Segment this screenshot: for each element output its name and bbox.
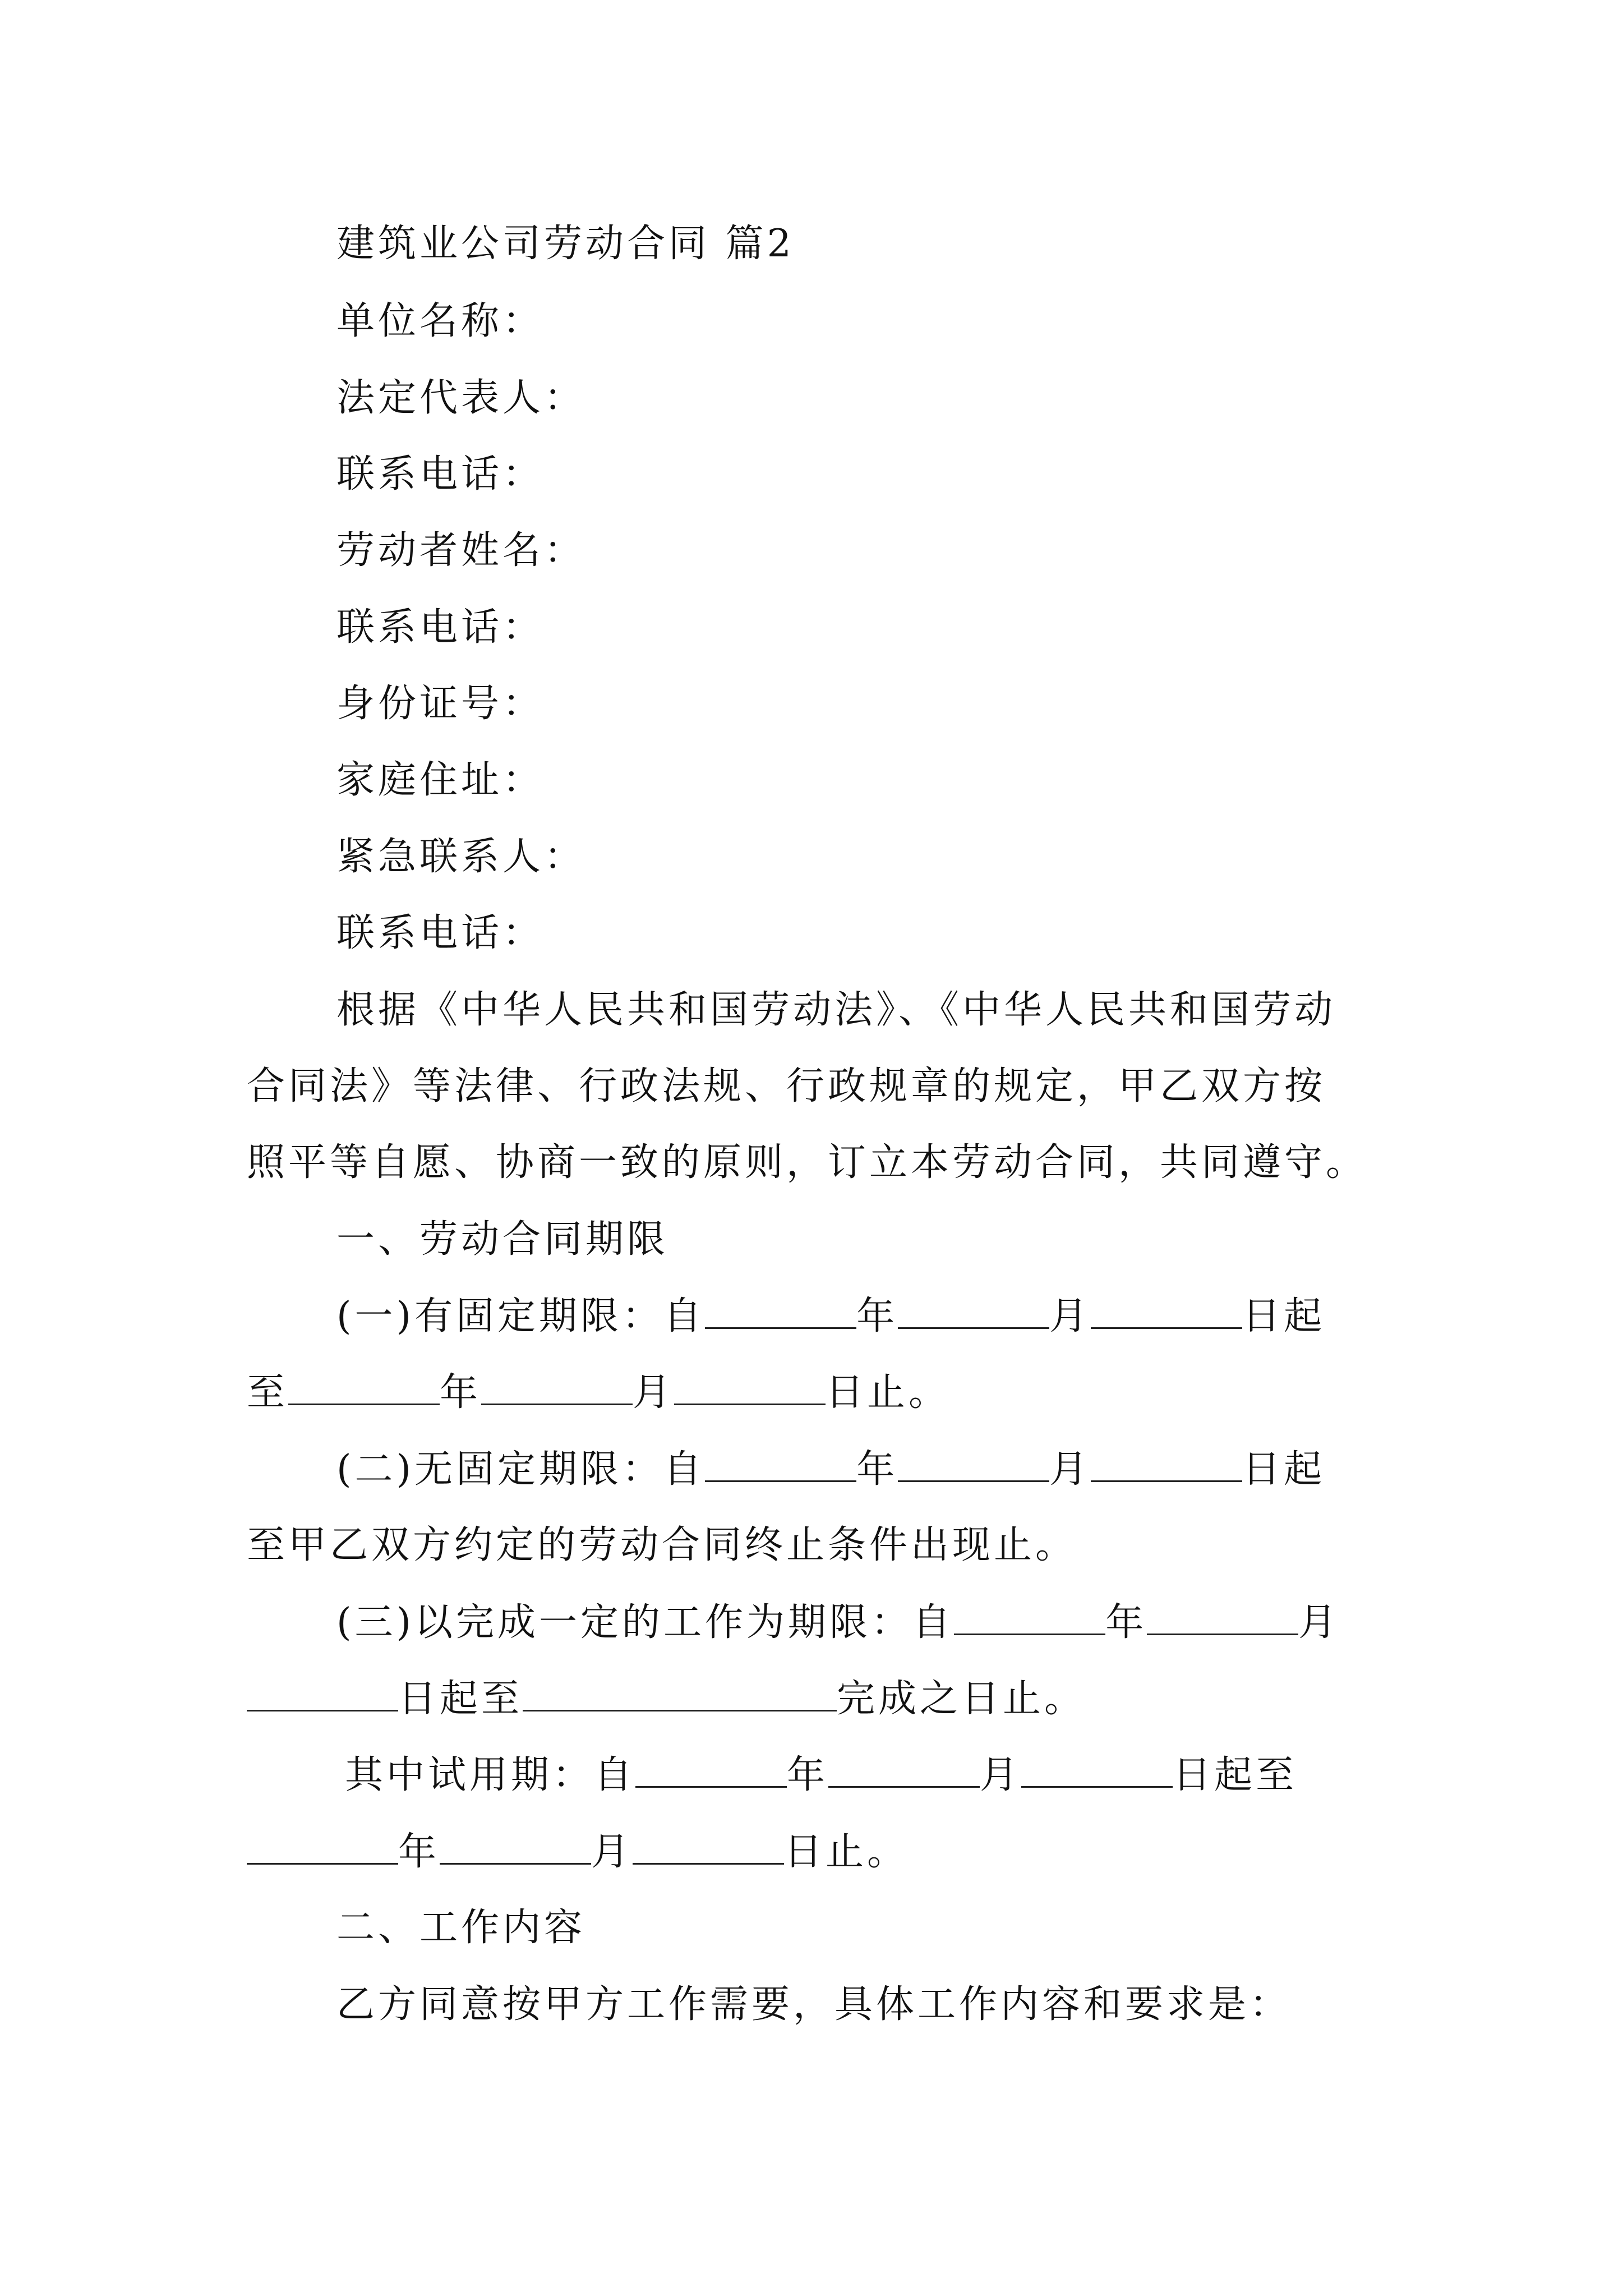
field-emergency-phone: 联系电话： <box>336 911 545 955</box>
fixed-term-start-month-blank <box>898 1294 1049 1329</box>
task-term-completion-label: 完成之日止。 <box>837 1677 1086 1721</box>
field-home-address: 家庭住址： <box>336 758 545 802</box>
probation-end-month-label: 月 <box>591 1830 633 1874</box>
probation-end-year-blank <box>247 1829 398 1865</box>
fixed-term-end-month-blank <box>481 1370 633 1405</box>
task-term-month-label: 月 <box>1298 1600 1340 1645</box>
probation-start-month-blank <box>828 1752 980 1788</box>
probation-year-label: 年 <box>787 1753 829 1797</box>
field-company-phone: 联系电话： <box>336 452 545 496</box>
probation-month-label: 月 <box>980 1753 1022 1797</box>
open-term-month-label: 月 <box>1049 1447 1091 1492</box>
task-term-completion-blank <box>523 1676 837 1711</box>
fixed-term-end-month-label: 月 <box>633 1370 675 1415</box>
open-term-day-from-label: 日起 <box>1242 1447 1326 1492</box>
probation-start-year-blank <box>635 1752 787 1788</box>
field-emergency-contact: 紧急联系人： <box>336 835 586 879</box>
fixed-term-start-year-blank <box>705 1294 856 1329</box>
task-term-label: (三)以完成一定的工作为期限：自 <box>336 1600 955 1645</box>
task-term-line-1 <box>336 1600 1340 1645</box>
fixed-term-day-from-label: 日起 <box>1242 1294 1326 1338</box>
fixed-term-end-year-label: 年 <box>440 1370 482 1415</box>
fixed-term-start-day-blank <box>1091 1294 1242 1329</box>
open-term-day-blank <box>1091 1447 1242 1482</box>
open-term-label: (二)无固定期限：自 <box>336 1447 706 1492</box>
fixed-term-day-end-label: 日止。 <box>826 1370 951 1415</box>
probation-start-day-blank <box>1021 1752 1173 1788</box>
fixed-term-to-label: 至 <box>247 1370 289 1415</box>
field-worker-phone: 联系电话： <box>336 605 545 650</box>
probation-end-month-blank <box>440 1829 591 1865</box>
task-term-day-from-label: 日起至 <box>398 1677 523 1721</box>
preamble-line-2: 合同法》等法律、行政法规、行政规章的规定，甲乙双方按 <box>247 1064 1326 1108</box>
field-legal-representative: 法定代表人： <box>336 376 586 420</box>
fixed-term-line-1 <box>336 1294 1325 1339</box>
fixed-term-end-year-blank <box>288 1370 440 1405</box>
open-term-month-blank <box>898 1447 1049 1482</box>
preamble-line-1: 根据《中华人民共和国劳动法》、《中华人民共和国劳动 <box>336 988 1336 1032</box>
fixed-term-label: (一)有固定期限：自 <box>336 1294 706 1338</box>
fixed-term-month-label: 月 <box>1049 1294 1091 1338</box>
section-1-heading: 一、劳动合同期限 <box>336 1217 669 1262</box>
probation-day-end-label: 日止。 <box>784 1830 909 1874</box>
section-2-text: 乙方同意按甲方工作需要，具体工作内容和要求是： <box>336 1982 1292 2027</box>
section-2-heading: 二、工作内容 <box>336 1906 586 1950</box>
field-company-name: 单位名称： <box>336 299 545 343</box>
open-term-year-label: 年 <box>856 1447 898 1492</box>
probation-line-1 <box>345 1752 1297 1798</box>
probation-end-day-blank <box>633 1829 784 1865</box>
open-term-line-1 <box>336 1447 1325 1492</box>
task-term-day-blank <box>247 1676 398 1711</box>
probation-line-2 <box>247 1829 909 1875</box>
task-term-line-2 <box>247 1676 1086 1722</box>
probation-end-year-label: 年 <box>398 1830 440 1874</box>
field-worker-name: 劳动者姓名： <box>336 528 586 573</box>
probation-day-from-label: 日起至 <box>1173 1753 1298 1797</box>
preamble-line-3: 照平等自愿、协商一致的原则，订立本劳动合同，共同遵守。 <box>247 1140 1368 1185</box>
fixed-term-year-label: 年 <box>856 1294 898 1338</box>
fixed-term-line-2 <box>247 1370 950 1415</box>
field-id-number: 身份证号： <box>336 682 545 726</box>
open-term-line-2: 至甲乙双方约定的劳动合同终止条件出现止。 <box>247 1523 1077 1567</box>
task-term-year-label: 年 <box>1105 1600 1147 1645</box>
probation-label: 其中试用期：自 <box>345 1753 636 1797</box>
task-term-year-blank <box>954 1600 1105 1635</box>
document-title: 建筑业公司劳动合同 篇2 <box>336 222 795 266</box>
task-term-month-blank <box>1147 1600 1298 1635</box>
fixed-term-end-day-blank <box>674 1370 826 1405</box>
open-term-year-blank <box>705 1447 856 1482</box>
